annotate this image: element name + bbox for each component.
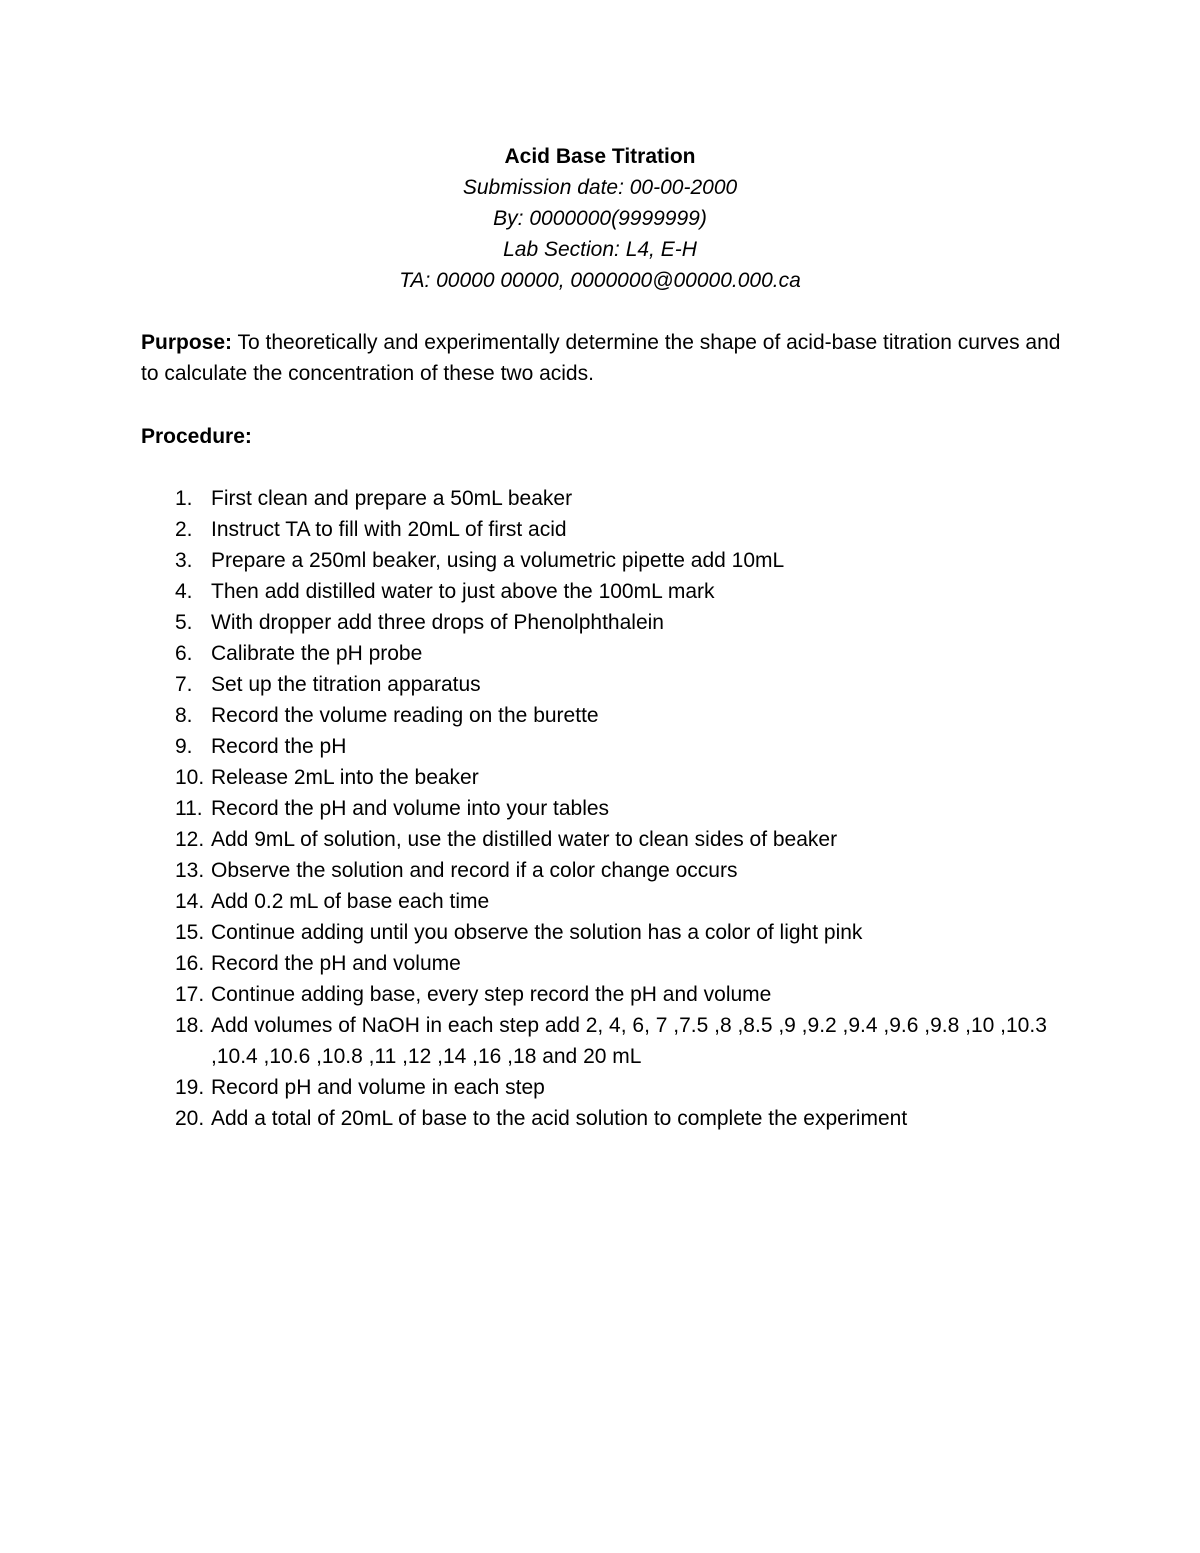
step-text: Observe the solution and record if a color change occurs (211, 859, 738, 882)
step-text: Add 9mL of solution, use the distilled water to clean sides of beaker (211, 828, 838, 851)
ta-line: TA: 00000 00000, 0000000@00000.000.ca (399, 269, 801, 292)
step-text: Add volumes of NaOH in each step add 2, 4, 6, 7 ,7.5 ,8 ,8.5 ,9 ,9.2 ,9.4 ,9.6 ,9.8 ,10 ,10.3 ,10.4 ,10.6 ,10.8 ,11 ,12 ,14 ,16 ,18 and 20 mL (211, 1014, 1047, 1068)
step-text: Release 2mL into the beaker (211, 766, 479, 789)
step-text: Continue adding until you observe the solution has a color of light pink (211, 921, 863, 944)
procedure-step (141, 762, 1071, 793)
procedure-step (141, 855, 1071, 886)
step-number: 10. (175, 766, 205, 789)
step-number: 17. (175, 983, 205, 1006)
submission-date: Submission date: 00-00-2000 (462, 176, 738, 199)
step-text: Instruct TA to fill with 20mL of first acid (211, 518, 567, 541)
step-number: 6. (175, 642, 193, 665)
author-line: By: 0000000(9999999) (493, 207, 707, 230)
procedure-step (141, 731, 1071, 762)
procedure-step (141, 1103, 1071, 1134)
procedure-step (141, 979, 1071, 1010)
procedure-step (141, 948, 1071, 979)
step-number: 3. (175, 549, 193, 572)
step-text: Record the pH and volume (211, 952, 461, 975)
step-number: 12. (175, 828, 205, 851)
step-text: Record pH and volume in each step (211, 1076, 545, 1099)
step-number: 18. (175, 1014, 205, 1037)
step-text: Record the pH and volume into your tables (211, 797, 610, 820)
purpose-paragraph (141, 327, 1061, 389)
step-text: Calibrate the pH probe (211, 642, 423, 665)
document-header (0, 141, 1200, 296)
step-text: Set up the titration apparatus (211, 673, 481, 696)
procedure-step (141, 607, 1071, 638)
procedure-step (141, 576, 1071, 607)
procedure-step (141, 514, 1071, 545)
document-title: Acid Base Titration (504, 145, 696, 168)
step-text: Record the pH (211, 735, 347, 758)
purpose-text: To theoretically and experimentally determine the shape of acid-base titration curves and to calculate the concentration of these two acids. (141, 331, 1061, 385)
purpose-label: Purpose: (141, 331, 233, 354)
lab-section: Lab Section: L4, E-H (503, 238, 697, 261)
procedure-step (141, 483, 1071, 514)
step-number: 7. (175, 673, 193, 696)
procedure-steps-list (141, 483, 1071, 1134)
step-number: 1. (175, 487, 193, 510)
procedure-heading: Procedure: (141, 425, 252, 448)
step-text: With dropper add three drops of Phenolphthalein (211, 611, 664, 634)
step-number: 14. (175, 890, 205, 913)
step-number: 13. (175, 859, 205, 882)
step-text: First clean and prepare a 50mL beaker (211, 487, 573, 510)
procedure-step (141, 545, 1071, 576)
step-number: 15. (175, 921, 205, 944)
step-number: 2. (175, 518, 193, 541)
step-number: 8. (175, 704, 193, 727)
step-number: 19. (175, 1076, 205, 1099)
step-text: Record the volume reading on the burette (211, 704, 599, 727)
procedure-step (141, 1072, 1071, 1103)
step-text: Continue adding base, every step record the pH and volume (211, 983, 772, 1006)
step-text: Prepare a 250ml beaker, using a volumetric pipette add 10mL (211, 549, 785, 572)
step-text: Add a total of 20mL of base to the acid solution to complete the experiment (211, 1107, 908, 1130)
procedure-step (141, 669, 1071, 700)
step-number: 4. (175, 580, 193, 603)
procedure-step (141, 793, 1071, 824)
step-number: 9. (175, 735, 193, 758)
procedure-step (141, 917, 1071, 948)
procedure-step (141, 886, 1071, 917)
procedure-step (141, 700, 1071, 731)
step-number: 20. (175, 1107, 205, 1130)
step-text: Add 0.2 mL of base each time (211, 890, 490, 913)
step-text: Then add distilled water to just above the 100mL mark (211, 580, 715, 603)
procedure-step (141, 1010, 1071, 1072)
procedure-step (141, 824, 1071, 855)
step-number: 16. (175, 952, 205, 975)
procedure-step (141, 638, 1071, 669)
step-number: 11. (175, 797, 203, 820)
step-number: 5. (175, 611, 193, 634)
